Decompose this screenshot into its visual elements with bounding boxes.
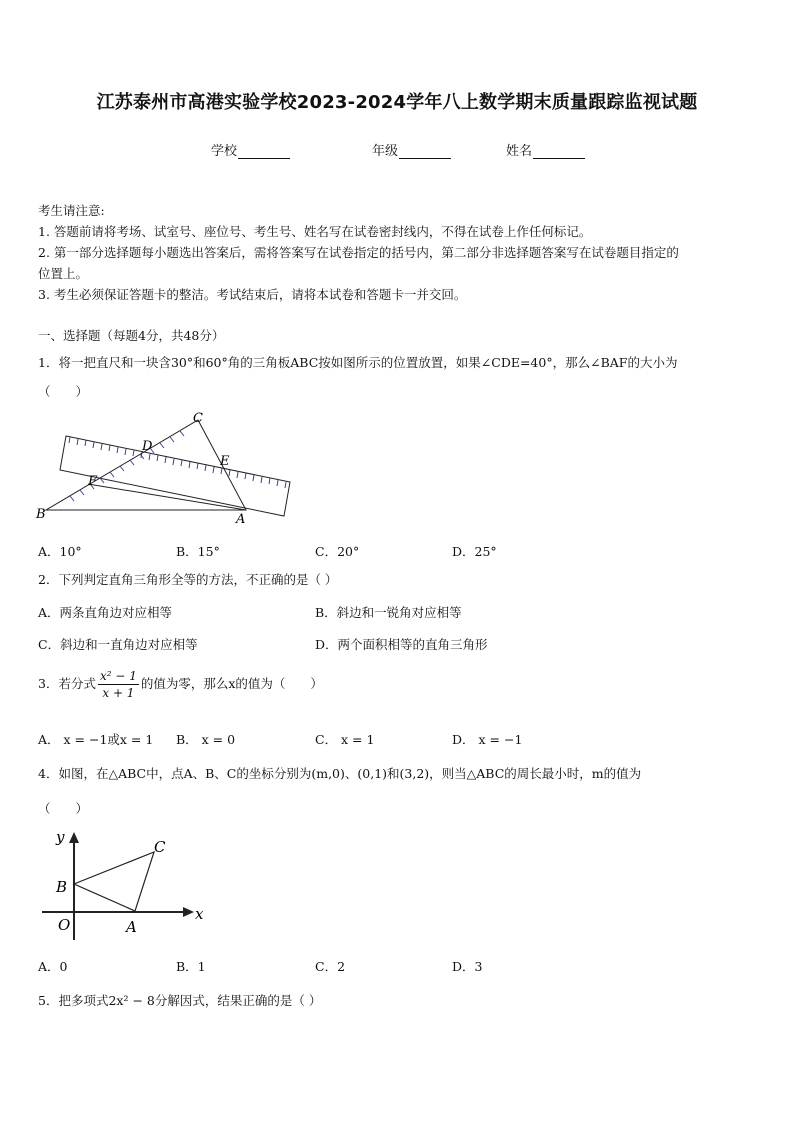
q1-option-d[interactable]: D．25°	[452, 544, 497, 559]
name-field	[506, 140, 585, 159]
q1-option-b[interactable]: B．15°	[176, 544, 220, 559]
q2-text: 2．下列判定直角三角形全等的方法，不正确的是（ ）	[38, 572, 338, 587]
school-field	[211, 140, 290, 159]
q3-pre: 3．若分式	[38, 676, 96, 691]
q2-option-d[interactable]: D．两个面积相等的直角三角形	[315, 637, 488, 652]
notice-heading: 考生请注意:	[38, 203, 105, 218]
q4-option-a[interactable]: A．0	[38, 959, 68, 974]
label-d: D	[142, 439, 153, 454]
q1-option-c[interactable]: C．20°	[315, 544, 360, 559]
q3-post: 的值为零，那么x的值为（ ）	[140, 676, 323, 691]
q2-option-b[interactable]: B．斜边和一锐角对应相等	[315, 605, 462, 620]
label-a: A	[126, 918, 137, 936]
q3-option-a[interactable]: A． x = −1或x = 1	[38, 732, 154, 747]
q4-option-b[interactable]: B．1	[176, 959, 206, 974]
q2-option-c[interactable]: C．斜边和一直角边对应相等	[38, 637, 198, 652]
grade-field	[372, 140, 451, 159]
notice-item-3: 3. 考生必须保证答题卡的整洁。考试结束后，请将本试卷和答题卡一并交回。	[38, 287, 467, 302]
label-f: F	[88, 474, 98, 489]
x-axis-arrow	[183, 907, 194, 917]
q1-text: 1．将一把直尺和一块含30°和60°角的三角板ABC按如图所示的位置放置，如果∠CDE=40°，那么∠BAF的大小为	[38, 355, 678, 370]
grade-label: 年级	[372, 144, 399, 159]
q3-text	[38, 668, 323, 701]
label-c: C	[193, 411, 203, 426]
q1-figure	[30, 408, 300, 530]
q1-paren: （ ）	[38, 384, 89, 399]
label-b: B	[56, 878, 68, 896]
q3-numerator: x² − 1	[99, 669, 137, 683]
q4-option-c[interactable]: C．2	[315, 959, 346, 974]
triangle-abc	[46, 420, 246, 510]
segment-af	[88, 484, 246, 510]
q4-paren: （ ）	[38, 801, 89, 816]
label-b: B	[36, 507, 46, 522]
school-label: 学校	[211, 144, 238, 159]
name-label: 姓名	[506, 144, 533, 159]
q4-text: 4．如图，在△ABC中，点A、B、C的坐标分别为(m,0)、(0,1)和(3,2)，则当△ABC的周长最小时，m的值为	[38, 766, 642, 781]
section-heading: 一、选择题（每题4分，共48分）	[38, 328, 225, 343]
q4-figure	[38, 822, 218, 940]
label-x: x	[195, 905, 204, 923]
triangle-abc	[74, 852, 154, 911]
label-a: A	[236, 512, 246, 527]
q3-option-d[interactable]: D． x = −1	[452, 732, 523, 747]
y-axis-arrow	[69, 832, 79, 843]
notice-block	[38, 200, 768, 305]
name-blank	[533, 144, 585, 159]
q1-option-a[interactable]: A．10°	[38, 544, 82, 559]
label-o: O	[58, 916, 71, 934]
q2-option-a[interactable]: A．两条直角边对应相等	[38, 605, 173, 620]
grade-blank	[399, 144, 451, 159]
q3-fraction	[98, 668, 139, 701]
label-c: C	[154, 838, 166, 856]
page-title: 江苏泰州市高港实验学校2023-2024学年八上数学期末质量跟踪监视试题	[96, 92, 698, 113]
notice-item-1: 1. 答题前请将考场、试室号、座位号、考生号、姓名写在试卷密封线内，不得在试卷上作任何标记。	[38, 224, 592, 239]
notice-item-2-cont: 位置上。	[38, 266, 89, 281]
label-y: y	[56, 828, 65, 846]
q3-option-b[interactable]: B． x = 0	[176, 732, 236, 747]
q4-option-d[interactable]: D．3	[452, 959, 483, 974]
q3-denominator: x + 1	[102, 686, 135, 700]
notice-item-2: 2. 第一部分选择题每小题选出答案后，需将答案写在试卷指定的括号内，第二部分非选择题答案写在试卷题目指定的	[38, 245, 679, 260]
label-e: E	[220, 454, 230, 469]
q5-text: 5．把多项式2x² − 8分解因式，结果正确的是（ ）	[38, 993, 322, 1008]
school-blank	[238, 144, 290, 159]
q3-option-c[interactable]: C． x = 1	[315, 732, 375, 747]
